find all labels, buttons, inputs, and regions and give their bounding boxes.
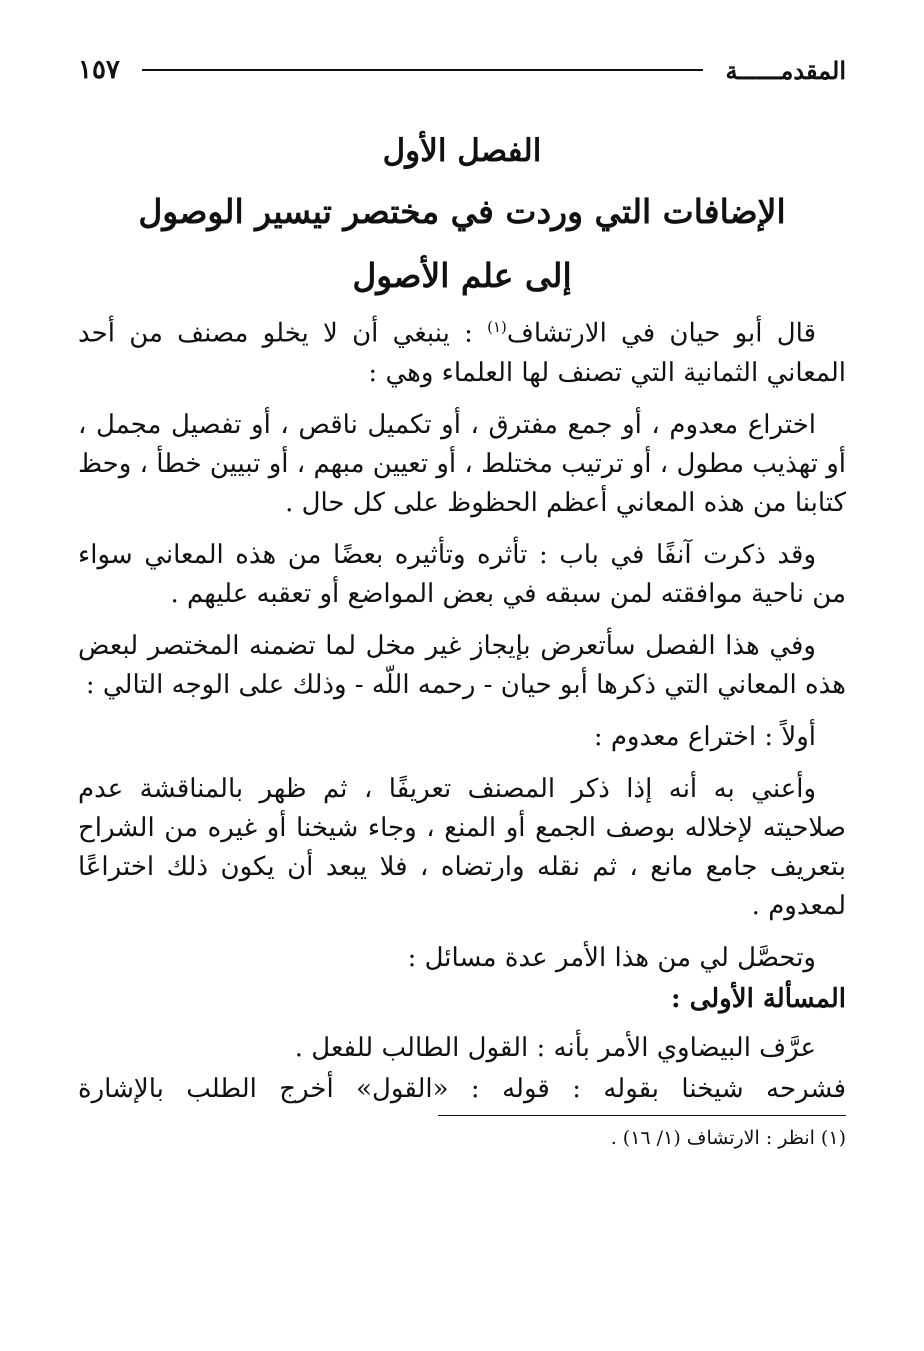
paragraph-1 [78, 308, 846, 393]
paragraph-4: وفي هذا الفصل سأتعرض بإيجاز غير مخل لما تضمنه المختصر لبعض هذه المعاني التي ذكرها أبو حيان - رحمه اللّه - وذلك على الوجه التالي : [78, 630, 846, 700]
paragraph-1-rest: : ينبغي أن لا يخلو مصنف من أحد المعاني الثمانية التي تصنف لها العلماء وهي : [78, 318, 846, 388]
chapter-title: الفصل الأول [382, 133, 542, 169]
header-rule [142, 69, 704, 71]
section-title-line-1: الإضافات التي وردت في مختصر تيسير الوصول [138, 192, 786, 231]
paragraph-3: وقد ذكرت آنفًا في باب : تأثره وتأثيره بعضًا من هذه المعاني سواء من ناحية موافقته لمن سبقه في بعض المواضع أو تعقبه عليهم . [78, 539, 846, 609]
page-number: ١٥٧ [78, 55, 120, 85]
running-header [78, 50, 846, 90]
paragraph-2: اختراع معدوم ، أو جمع مفترق ، أو تكميل ناقص ، أو تفصيل مجمل ، أو تهذيب مطول ، أو ترتيب مختلط ، أو تعيين مبهم ، أو تبيين خطأ ، وحظ كتابنا من هذه المعاني أعظم الحظوظ على كل حال . [78, 409, 846, 518]
first-point-heading: أولاً : اختراع معدوم : [593, 721, 816, 752]
running-title: المقدمــــــة [725, 55, 846, 85]
footnote-reference: (١) [487, 318, 507, 336]
section-title-line-2: إلى علم الأصول [352, 256, 572, 295]
page-body [78, 122, 846, 1152]
last-body-line: فشرحه شيخنا بقوله : قوله : «القول» أخرج الطلب بالإشارة [78, 1073, 846, 1104]
paragraph-5: وأعني به أنه إذا ذكر المصنف تعريفًا ، ثم ظهر بالمناقشة عدم صلاحيته لإخلاله بوصف الجمع أو المنع ، وجاء شيخنا أو غيره من الشراح بتعريف جامع مانع ، ثم نقله وارتضاه ، فلا يبعد أن يكون ذلك اختراعًا لمعدوم . [78, 773, 846, 921]
paragraph-6: وتحصَّل لي من هذا الأمر عدة مسائل : [407, 942, 816, 973]
footnote: (١) انظر : الارتشاف (١/ ١٦) . [610, 1126, 846, 1149]
definition-line: عرَّف البيضاوي الأمر بأنه : القول الطالب للفعل . [294, 1032, 816, 1063]
question-heading: المسألة الأولى : [670, 983, 846, 1014]
footnote-separator [438, 1115, 846, 1116]
paragraph-1-start: قال أبو حيان في الارتشاف [506, 318, 816, 349]
